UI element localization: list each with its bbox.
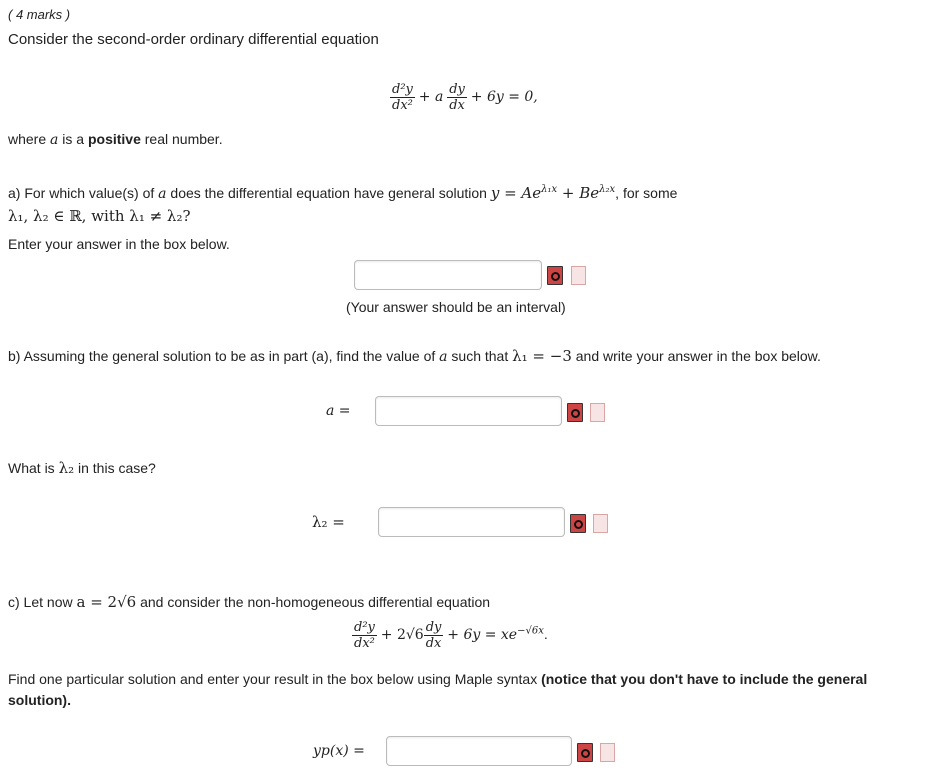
c-eq-exp: −√6x [517,625,544,637]
lambda2-label: λ₂ = [312,513,345,531]
part-c-instruction [8,669,908,711]
marks-label: ( 4 marks ) [8,7,71,22]
a-answer-input[interactable] [375,396,562,426]
where-post: real number. [144,131,223,147]
a-label: a = [326,403,351,419]
where-mid: is a [62,131,85,147]
lambda2-question [8,459,156,477]
intro-text: Consider the second-order ordinary differential equation [8,31,379,48]
where-var: a [50,132,59,148]
where-bold: positive [87,131,141,147]
enter-instruction: Enter your answer in the box below. [8,236,230,252]
preview-icon[interactable] [567,403,583,422]
find-bold: (notice that you don't have to include the general solution). [8,671,868,708]
help-icon[interactable] [593,514,608,533]
help-icon[interactable] [600,743,615,762]
eq-numerator: d²y [392,82,413,97]
q2-pre: What is [8,460,55,476]
c-eq-end: . [543,626,548,643]
part-c-text1: c) Let now [8,594,73,610]
where-pre: where [8,131,47,147]
where-text [8,131,223,148]
c-eq-num: d²y [354,620,375,635]
interval-hint: (Your answer should be an interval) [346,299,566,315]
q2-lambda: λ₂ [58,459,75,477]
preview-icon[interactable] [577,743,593,762]
c-eq-dy: dy [425,620,442,635]
c-eq-den: dx² [354,636,375,651]
preview-icon[interactable] [570,514,586,533]
part-a-text: does the differential equation have general solution [170,185,487,201]
part-c-intro [8,593,490,611]
part-a-line2: λ₁, λ₂ ∈ ℝ, with λ₁ ≠ λ₂? [8,207,191,225]
c-eq-rest: + 6y = xe [447,627,518,644]
c-eq-mid: + 2√6 [380,627,424,644]
q2-post: in this case? [78,460,156,476]
eq-denominator: dx² [392,98,413,113]
part-a-formula: $y = Ae^{\lambda_1x} + Be^{\lambda_2x}$ [490,184,616,202]
preview-icon[interactable] [547,266,563,285]
part-c-condition: a = 2√6 [76,593,137,611]
eq-a-term: + a [418,89,444,106]
part-b-text3: and write your answer in the box below. [575,348,821,364]
part-c-text2: and consider the non-homogeneous differential equation [140,594,491,610]
part-b-text2: such that [451,348,509,364]
eq-dx: dx [449,98,465,113]
part-c-equation [352,620,548,651]
help-icon[interactable] [590,403,605,422]
part-a-label: a) For which value(s) of [8,185,155,201]
lambda2-answer-input[interactable] [378,507,565,537]
part-b-text1: b) Assuming the general solution to be as in part (a), find the value of [8,348,436,364]
find-text: Find one particular solution and enter your result in the box below using Maple syntax [8,671,538,687]
c-eq-dx: dx [425,636,442,651]
part-b-condition: λ₁ = −3 [512,347,572,365]
main-equation [390,82,538,113]
part-a-answer-input[interactable] [354,260,542,290]
part-b-var: a [439,349,448,365]
part-a-question [8,184,677,202]
part-b-question [8,347,821,365]
eq-rest: + 6y = 0, [470,89,538,106]
part-a-post: , for some [615,185,678,201]
yp-label: yp(x) = [313,743,365,759]
help-icon[interactable] [571,266,586,285]
part-a-var: a [158,186,167,202]
eq-dy: dy [449,82,465,97]
yp-answer-input[interactable] [386,736,572,766]
